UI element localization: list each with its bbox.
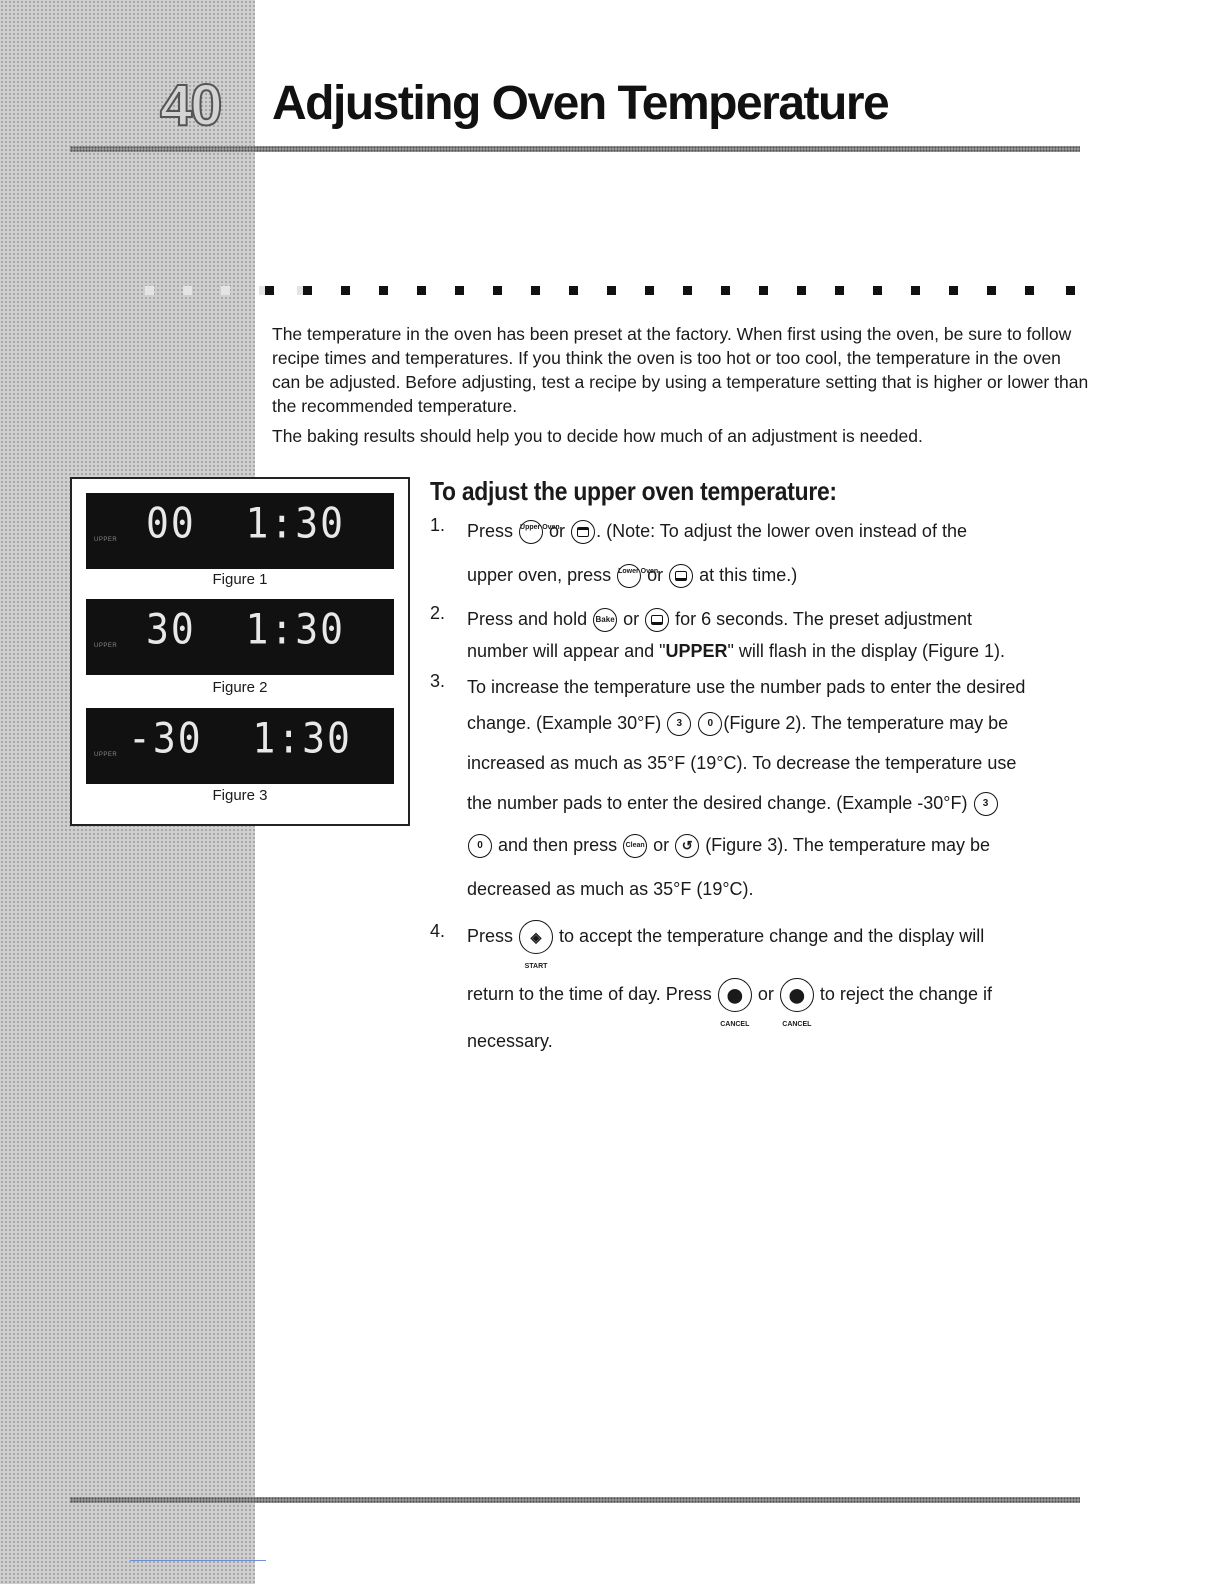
- step-text: increased as much as 35°F (19°C). To decrease the temperature use: [467, 753, 1017, 773]
- step-text: to accept the temperature change and the display will: [559, 926, 985, 946]
- step-text: (Figure 2). The temperature may be: [723, 713, 1009, 733]
- lcd-display-figure-1: [86, 493, 394, 569]
- step-text: and then press: [498, 835, 618, 855]
- lcd-display-figure-2: [86, 599, 394, 675]
- step-text: . (Note: To adjust the lower oven instead of the: [596, 521, 967, 541]
- step-1: [430, 515, 1090, 603]
- figure-panel: [70, 477, 410, 826]
- step-3: [430, 671, 1090, 907]
- page-number: 40: [160, 73, 221, 138]
- number-3-key-icon: 3: [667, 712, 691, 736]
- step-text: change. (Example 30°F): [467, 713, 662, 733]
- step-text: the number pads to enter the desired change. (Example -30°F): [467, 793, 968, 813]
- figure-caption: Figure 2: [212, 679, 268, 696]
- figure-caption: Figure 3: [212, 787, 268, 804]
- step-text: return to the time of day. Press: [467, 984, 712, 1004]
- step-number: 4.: [430, 921, 446, 941]
- header-rule: [70, 146, 1080, 152]
- lcd-upper-tag: UPPER: [94, 643, 118, 649]
- upper-oven-key-icon: Upper Oven: [519, 520, 543, 544]
- dotted-divider: [70, 286, 1080, 298]
- lower-oven-key-icon: Lower Oven: [617, 564, 641, 588]
- step-text: at this time.): [699, 565, 798, 585]
- step-text: for 6 seconds. The preset adjustment: [675, 609, 972, 629]
- step-text: or: [757, 984, 774, 1004]
- intro-text: [272, 322, 1092, 454]
- number-0-key-icon: 0: [468, 834, 492, 858]
- step-text: " will flash in the display (Figure 1).: [727, 641, 1006, 661]
- step-text: or: [549, 521, 566, 541]
- step-number: 1.: [430, 515, 446, 535]
- step-2: [430, 603, 1090, 671]
- bake-key-icon: Bake: [593, 608, 617, 632]
- number-0-key-icon: 0: [698, 712, 722, 736]
- step-text: (Figure 3). The temperature may be: [705, 835, 990, 855]
- intro-paragraph-1: The temperature in the oven has been preset at the factory. When first using the oven, be sure to follow recipe times and temperatures. If you think the oven is too hot or too cool, the temperature in the oven can be adjusted. Before adjusting, test a recipe by using a temperature setting that is higher or lower than the recommended temperature.: [272, 324, 1089, 416]
- instruction-steps: [430, 515, 1090, 1057]
- intro-paragraph-2: The baking results should help you to decide how much of an adjustment is needed.: [272, 426, 923, 446]
- step-text: Press: [467, 521, 514, 541]
- step-number: 3.: [430, 671, 446, 691]
- lcd-digits: -30 1:30: [128, 713, 352, 763]
- figure-caption: Figure 1: [212, 571, 268, 588]
- clean-key-icon: Clean: [623, 834, 647, 858]
- section-heading: To adjust the upper oven temperature:: [430, 476, 837, 506]
- step-text: or: [653, 835, 670, 855]
- lower-cancel-key-icon: ⬤ CANCEL: [780, 978, 814, 1012]
- upper-oven-symbol-key-icon: [571, 520, 595, 544]
- number-3-key-icon: 3: [974, 792, 998, 816]
- step-text: To increase the temperature use the number pads to enter the desired: [467, 677, 1026, 697]
- bake-symbol-key-icon: [645, 608, 669, 632]
- upper-cancel-key-icon: ⬤ CANCEL: [718, 978, 752, 1012]
- step-4: [430, 907, 1090, 1057]
- lcd-display-figure-3: [86, 708, 394, 784]
- lcd-digits: 00 1:30: [146, 498, 346, 548]
- step-text: upper oven, press: [467, 565, 612, 585]
- upper-keyword: UPPER: [665, 641, 728, 661]
- step-text: Press and hold: [467, 609, 588, 629]
- step-text: decreased as much as 35°F (19°C).: [467, 879, 754, 899]
- step-text: or: [647, 565, 664, 585]
- page-title: Adjusting Oven Temperature: [272, 77, 889, 130]
- step-text: number will appear and ": [467, 641, 666, 661]
- footer-rule: [70, 1497, 1080, 1503]
- lcd-digits: 30 1:30: [146, 604, 346, 654]
- lcd-upper-tag: UPPER: [94, 752, 118, 758]
- footer-underline: [130, 1560, 266, 1561]
- step-text: to reject the change if: [819, 984, 992, 1004]
- lower-oven-symbol-key-icon: [669, 564, 693, 588]
- step-text: Press: [467, 926, 514, 946]
- self-clean-key-icon: ↺: [675, 834, 699, 858]
- step-text: necessary.: [467, 1031, 553, 1051]
- step-text: or: [623, 609, 640, 629]
- step-number: 2.: [430, 603, 446, 623]
- lcd-upper-tag: UPPER: [94, 537, 118, 543]
- start-key-icon: ◈ START: [519, 920, 553, 954]
